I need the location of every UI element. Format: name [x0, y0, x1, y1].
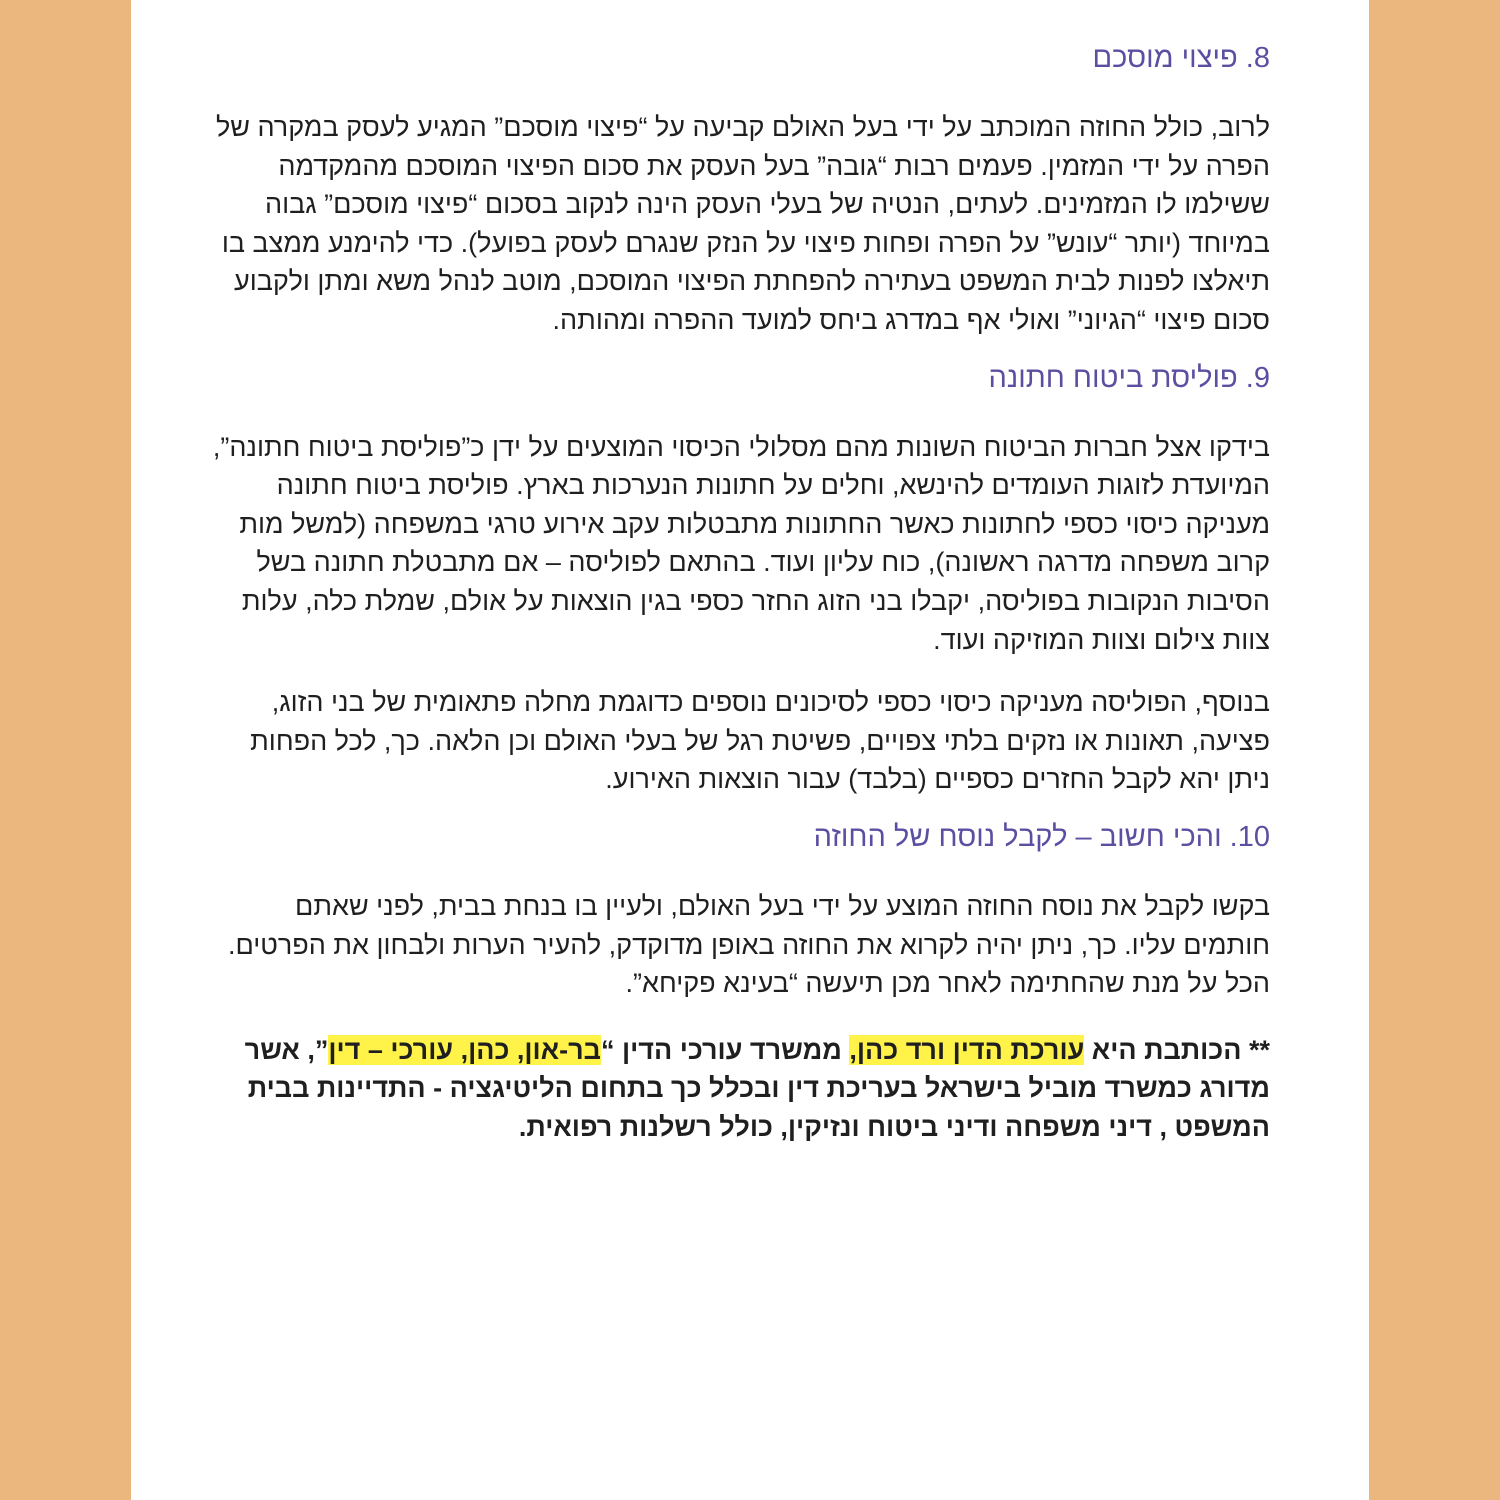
- author-name-highlight: עורכת הדין ורד כהן,: [849, 1034, 1085, 1065]
- section-9-title: פוליסת ביטוח חתונה: [988, 361, 1238, 394]
- section-8-heading: [205, 38, 1270, 78]
- author-note-middle: ממשרד עורכי הדין “: [600, 1034, 850, 1065]
- section-9-paragraph-2: בנוסף, הפוליסה מעניקה כיסוי כספי לסיכונים נוספים כדוגמת מחלה פתאומית של בני הזוג, פציעה, תאונות או נזקים בלתי צפויים, פשיטת רגל של בעלי האולם וכן הלאה. כך, לכל הפחות ניתן יהא לקבל החזרים כספיים (בלבד) עבור הוצאות האירוע.: [250, 687, 1270, 795]
- section-10-title: והכי חשוב – לקבל נוסח של החוזה: [813, 820, 1222, 853]
- section-9-number: 9.: [1245, 361, 1270, 394]
- document-page: [131, 0, 1369, 1500]
- author-note: [205, 1031, 1270, 1147]
- firm-name-highlight: בר-און, כהן, עורכי – דין: [328, 1034, 601, 1065]
- section-8-title: פיצוי מוסכם: [1092, 42, 1238, 74]
- author-note-suffix: ”, אשר מדורג כמשרד מוביל בישראל בעריכת דין ובכלל כך בתחום הליטיגציה - התדיינות בבית המשפט , דיני משפחה ודיני ביטוח ונזיקין, כולל רשלנות רפואית.: [244, 1034, 1270, 1142]
- section-10-paragraph: בקשו לקבל את נוסח החוזה המוצע על ידי בעל האולם, ולעיין בו בנחת בבית, לפני שאתם חותמים עליו. כך, ניתן יהיה לקרוא את החוזה באופן מדוקדק, להעיר הערות ולבחון את הפרטים. הכל על מנת שהחתימה לאחר מכן תיעשה “בעינא פקיחא”.: [227, 890, 1270, 999]
- section-9-paragraph-1: בידקו אצל חברות הביטוח השונות מהם מסלולי הכיסוי המוצעים על ידן כ”פוליסת ביטוח חתונה”, המיועדת לזוגות העומדים להינשא, וחלים על חתונות הנערכות בארץ. פוליסת ביטוח חתונה מעניקה כיסוי כספי לחתונות כאשר החתונות מתבטלות עקב אירוע טרגי במשפחה (למשל מות קרוב משפחה מדרגה ראשונה), כוח עליון ועוד. בהתאם לפוליסה – אם מתבטלת חתונה בשל הסיבות הנקובות בפוליסה, יקבלו בני הזוג החזר כספי בגין הוצאות על אולם, שמלת כלה, עלות צוות צילום וצוות המוזיקה ועוד.: [212, 431, 1270, 655]
- section-8-paragraph: לרוב, כולל החוזה המוכתב על ידי בעל האולם קביעה על “פיצוי מוסכם” המגיע לעסק במקרה של הפרה על ידי המזמין. פעמים רבות “גובה” בעל העסק את סכום הפיצוי המוסכם מהמקדמה ששילמו לו המזמינים. לעתים, הנטיה של בעלי העסק הינה לנקוב בסכום “פיצוי מוסכם” גבוה במיוחד (יותר “עונש” על הפרה ופחות פיצוי על הנזק שנגרם לעסק בפועל). כדי להימנע ממצב בו תיאלצו לפנות לבית המשפט בעתירה להפחתת הפיצוי המוסכם, מוטב לנהל משא ומתן ולקבוע סכום פיצוי “הגיוני” ואולי אף במדרג ביחס למועד ההפרה ומהותה.: [215, 112, 1270, 335]
- section-8-number: 8.: [1245, 42, 1270, 74]
- section-9-heading: [205, 358, 1270, 398]
- author-note-prefix: ** הכותבת היא: [1084, 1034, 1270, 1065]
- document-content: [205, 38, 1270, 1173]
- section-10-number: 10.: [1229, 820, 1270, 853]
- section-10-heading: [205, 817, 1270, 857]
